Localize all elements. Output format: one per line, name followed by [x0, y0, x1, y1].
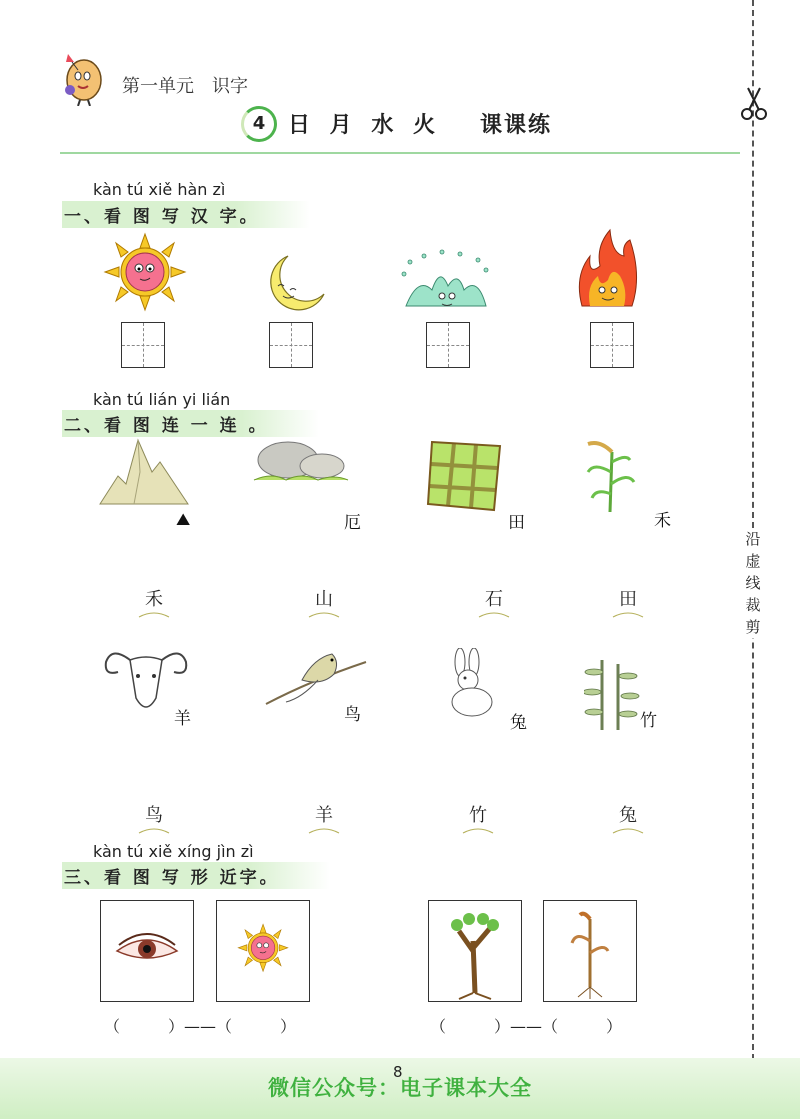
stone-icon: [252, 436, 350, 490]
lesson-number: 4: [241, 106, 277, 142]
mountain-icon: [96, 432, 192, 512]
ancient-char: 竹: [640, 711, 657, 731]
unit-title: 第一单元 识字: [122, 76, 248, 97]
section2-title: 二、看 图 连 一 连 。: [62, 410, 319, 437]
match-word[interactable]: [134, 801, 174, 835]
picture-frame: [543, 900, 637, 1002]
section1-pinyin: kàn tú xiě hàn zì: [93, 180, 226, 199]
page-number: 8: [393, 1063, 403, 1081]
answer-pair[interactable]: （ ）——（ ）: [430, 1017, 623, 1036]
section3-title: 三、看 图 写 形 近字。: [62, 862, 330, 889]
writing-grid-box[interactable]: [269, 322, 313, 368]
match-word[interactable]: [304, 585, 344, 619]
header-divider: [60, 152, 740, 154]
writing-grid-box[interactable]: [426, 322, 470, 368]
ancient-char: ⛰: [176, 510, 191, 530]
lesson-title: 日 月 水 火: [288, 113, 441, 138]
fire-flame-icon: [572, 226, 642, 320]
ancient-char: 厄: [344, 513, 361, 533]
ancient-char: 禾: [654, 511, 671, 531]
footer-text: 微信公众号：电子课本大全: [268, 1076, 532, 1100]
writing-grid-box[interactable]: [121, 322, 165, 368]
match-word-text: 山: [315, 589, 333, 610]
eye-icon: [101, 901, 193, 1001]
grain-plant-icon: [578, 432, 642, 518]
sun-face-icon: [217, 901, 309, 1001]
scissors-icon: [740, 86, 768, 126]
picture-frame: [428, 900, 522, 1002]
match-word-text: 鸟: [145, 805, 163, 826]
picture-frame: [100, 900, 194, 1002]
match-word[interactable]: [134, 585, 174, 619]
crescent-moon-icon: [258, 252, 328, 320]
match-word[interactable]: [608, 585, 648, 619]
match-word-text: 竹: [469, 805, 487, 826]
field-icon: [424, 438, 504, 518]
match-word[interactable]: [458, 801, 498, 835]
match-word-text: 羊: [315, 805, 333, 826]
section1-title: 一、看 图 写 汉 字。: [62, 201, 310, 228]
writing-grid-box[interactable]: [590, 322, 634, 368]
ancient-char: 兔: [510, 713, 527, 733]
lesson-tag: 课课练: [480, 113, 553, 138]
section2-pinyin: kàn tú lián yi lián: [93, 390, 231, 409]
sun-face-icon: [103, 232, 187, 316]
match-word-text: 兔: [619, 805, 637, 826]
mascot-icon: [56, 48, 106, 110]
grain-plant-icon: [544, 901, 636, 1001]
bamboo-icon: [584, 654, 640, 736]
ancient-char: 田: [508, 513, 525, 533]
section3-pinyin: kàn tú xiě xíng jìn zì: [93, 842, 254, 861]
answer-pair[interactable]: （ ）——（ ）: [104, 1017, 297, 1036]
picture-frame: [216, 900, 310, 1002]
match-word[interactable]: [474, 585, 514, 619]
tree-icon: [429, 901, 521, 1001]
match-word-text: 石: [485, 589, 503, 610]
match-word-text: 禾: [145, 589, 163, 610]
match-word[interactable]: [304, 801, 344, 835]
match-word-text: 田: [619, 589, 637, 610]
water-splash-icon: [398, 246, 494, 318]
ancient-char: 鸟: [344, 705, 361, 725]
match-word[interactable]: [608, 801, 648, 835]
cut-instruction: 沿虚线裁剪: [741, 528, 765, 638]
rabbit-icon: [438, 648, 500, 724]
ancient-char: 羊: [174, 709, 191, 729]
